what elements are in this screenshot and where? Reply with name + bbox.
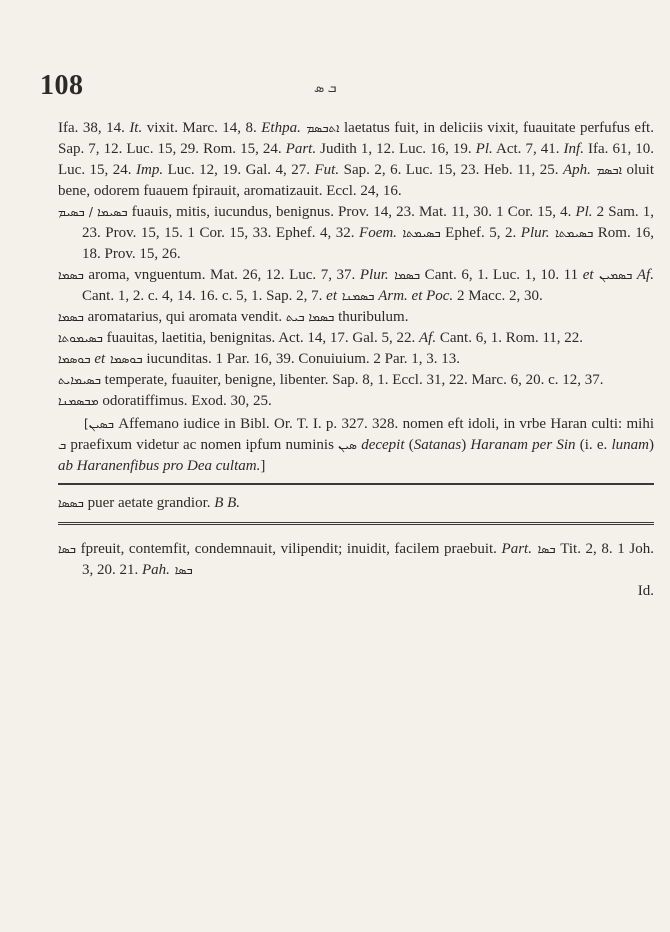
text-run: Cant. 6, 1. Rom. 11, 22.: [436, 330, 584, 346]
text-run: Luc. 12, 19. Gal. 4, 27.: [163, 162, 315, 178]
italic-text: Plur.: [520, 225, 550, 241]
text-run: ): [649, 437, 655, 453]
catchword: [58, 581, 654, 602]
syriac-word: ܒܣܝܡܬܐ: [549, 226, 594, 240]
text-run: Id.: [637, 583, 654, 599]
text-run: fpreuit, contemfit, condemnauit, vilipendit; inuidit, facilem praebuit.: [75, 541, 502, 557]
text-run: Cant. 6, 1. Luc. 1, 10. 11: [420, 267, 583, 283]
italic-text: Foem.: [359, 225, 397, 241]
italic-text: B B.: [214, 495, 241, 511]
italic-text: et: [94, 351, 106, 367]
syriac-word: ܡܒܣܡܢܐ: [58, 394, 99, 408]
syriac-word: ܒܣܐ: [169, 563, 193, 577]
syriac-word: ܒܣܡܝܢ: [593, 268, 633, 282]
italic-text: Pah.: [142, 562, 170, 578]
text-run: aroma, vnguentum. Mat. 26, 12. Luc. 7, 37.: [83, 267, 360, 283]
italic-text: Part.: [285, 141, 317, 157]
italic-text: Haranam per Sin: [470, 437, 576, 453]
editorial-note: [58, 414, 654, 477]
text-run: Judith 1, 12. Luc. 16, 19.: [316, 141, 476, 157]
text-run: Sap. 2, 6. Luc. 15, 23. Heb. 11, 25.: [339, 162, 563, 178]
syriac-word: ܒܣܡܐ ܒܝܬ: [285, 310, 335, 324]
section-rule-double: [58, 522, 654, 525]
entry-bsa-spreuit: [58, 539, 654, 581]
italic-text: decepit: [361, 437, 405, 453]
entry-continuation: [58, 118, 654, 202]
italic-text: Inf.: [563, 141, 584, 157]
syriac-word: [ܒܣܝܢ: [84, 417, 114, 431]
entry-basima: [58, 202, 654, 265]
italic-text: Pl.: [575, 204, 593, 220]
syriac-word: ܣܝܢ: [338, 438, 357, 452]
text-run: iucunditas. 1 Par. 16, 39. Conuiuium. 2 Par. 1, 3. 13.: [142, 351, 461, 367]
text-run: Ephef. 5, 2.: [440, 225, 521, 241]
syriac-word: ܒܣܡܐ: [58, 310, 84, 324]
italic-text: Imp.: [136, 162, 164, 178]
running-head: ܒ ܣ: [314, 80, 337, 95]
italic-text: Part.: [501, 541, 532, 557]
syriac-word: ܒܣܝܡܐܝܬ: [58, 373, 101, 387]
text-run: Act. 7, 41.: [492, 141, 564, 157]
entry-basimait: [58, 370, 654, 391]
text-run: (: [404, 437, 414, 453]
text-run: 2 Sam. 1, 23. Prov. 15, 15. 1 Cor. 15, 33. Ephef. 4, 32.: [82, 204, 654, 241]
syriac-word: ܒܣܡܐ: [388, 268, 421, 282]
syriac-word: ܒܣܝܡܐ / ܒܣܝܡ: [58, 205, 128, 219]
text-run: Affemano iudice in Bibl. Or. T. I. p. 327. 328. nomen eft idoli, in vrbe Haran culti: mihi: [113, 416, 654, 432]
text-run: thuribulum.: [334, 309, 409, 325]
syriac-word: ܒܣܡܐ: [58, 268, 84, 282]
syriac-word: ܒܘܣܡܐ: [58, 352, 91, 366]
page-number: 108: [40, 70, 84, 101]
text-run: Rom. 16, 18. Prov. 15, 26.: [82, 225, 654, 262]
text-run: puer aetate grandior.: [83, 495, 215, 511]
text-run: 2 Macc. 2, 30.: [453, 288, 543, 304]
italic-text: Aph.: [563, 162, 591, 178]
entry-busma: [58, 349, 654, 370]
syriac-word: ܒܣܡܢܐ: [336, 289, 375, 303]
italic-text: ab Haranenfibus pro Dea cultam.: [58, 458, 261, 474]
italic-text: et: [582, 267, 594, 283]
italic-text: Fut.: [314, 162, 340, 178]
italic-text: et: [326, 288, 337, 304]
syriac-word: ܐܬܒܣܡ: [300, 121, 340, 135]
text-run: fuauitas, laetitia, benignitas. Act. 14, 17. Gal. 5, 22.: [102, 330, 420, 346]
text-run: Tit. 2, 8. 1 Joh. 3, 20. 21.: [82, 541, 654, 578]
entry-besma: [58, 265, 654, 307]
text-run: odoratiffimus. Exod. 30, 25.: [98, 393, 272, 409]
entry-basimuta: [58, 328, 654, 349]
syriac-word: ܒ: [58, 438, 67, 452]
text-run: temperate, fuauiter, benigne, libenter. Sap. 8, 1. Eccl. 31, 22. Marc. 6, 20. c. 12, 37.: [100, 372, 604, 388]
syriac-word: ܒܣܣܐ: [58, 496, 84, 510]
page-text: [58, 118, 654, 602]
text-run: ): [461, 437, 471, 453]
entry-basa-puer: [58, 493, 654, 514]
italic-text: Satanas: [413, 437, 462, 453]
syriac-word: ܒܣܐ: [58, 542, 76, 556]
text-run: oluit bene, odorem fuauem fpirauit, aromatizauit. Eccl. 24, 16.: [58, 162, 654, 199]
italic-text: Af.: [636, 267, 654, 283]
text-run: laetatus fuit, in deliciis vixit, fuauitate perfufus eft. Sap. 7, 12. Luc. 15, 29. Rom. 15, 24.: [58, 120, 654, 157]
text-run: vixit. Marc. 14, 8.: [142, 120, 262, 136]
text-run: praefixum videtur ac nomen ipfum numinis: [66, 437, 339, 453]
syriac-word: ܒܘܣܡܐ: [105, 352, 143, 366]
italic-text: Af.: [419, 330, 437, 346]
text-run: fuauis, mitis, iucundus, benignus. Prov. 14, 23. Mat. 11, 30. 1 Cor. 15, 4.: [127, 204, 576, 220]
italic-text: Pl.: [475, 141, 493, 157]
entry-mbasmana: [58, 391, 654, 412]
text-run: Ifa. 61, 10. Luc. 15, 24.: [58, 141, 654, 178]
syriac-word: ܒܣܐ: [531, 542, 556, 556]
text-run: Cant. 1, 2. c. 4, 14. 16. c. 5, 1. Sap. 2, 7.: [82, 288, 327, 304]
syriac-word: ܒܣܝܡܬܐ: [396, 226, 441, 240]
italic-text: Plur.: [359, 267, 389, 283]
text-run: aromatarius, qui aromata vendit.: [83, 309, 286, 325]
text-run: ]: [260, 458, 266, 474]
italic-text: It.: [129, 120, 143, 136]
entry-aromatarius: [58, 307, 654, 328]
italic-text: Ethpa.: [261, 120, 301, 136]
syriac-word: ܐܒܣܡ: [590, 163, 622, 177]
text-run: Ifa. 38, 14.: [58, 120, 130, 136]
syriac-word: ܒܣܝܡܘܬܐ: [58, 331, 103, 345]
text-run: (i. e.: [575, 437, 612, 453]
section-rule-top: [58, 483, 654, 485]
italic-text: Arm. et Poc.: [378, 288, 454, 304]
italic-text: lunam: [611, 437, 650, 453]
